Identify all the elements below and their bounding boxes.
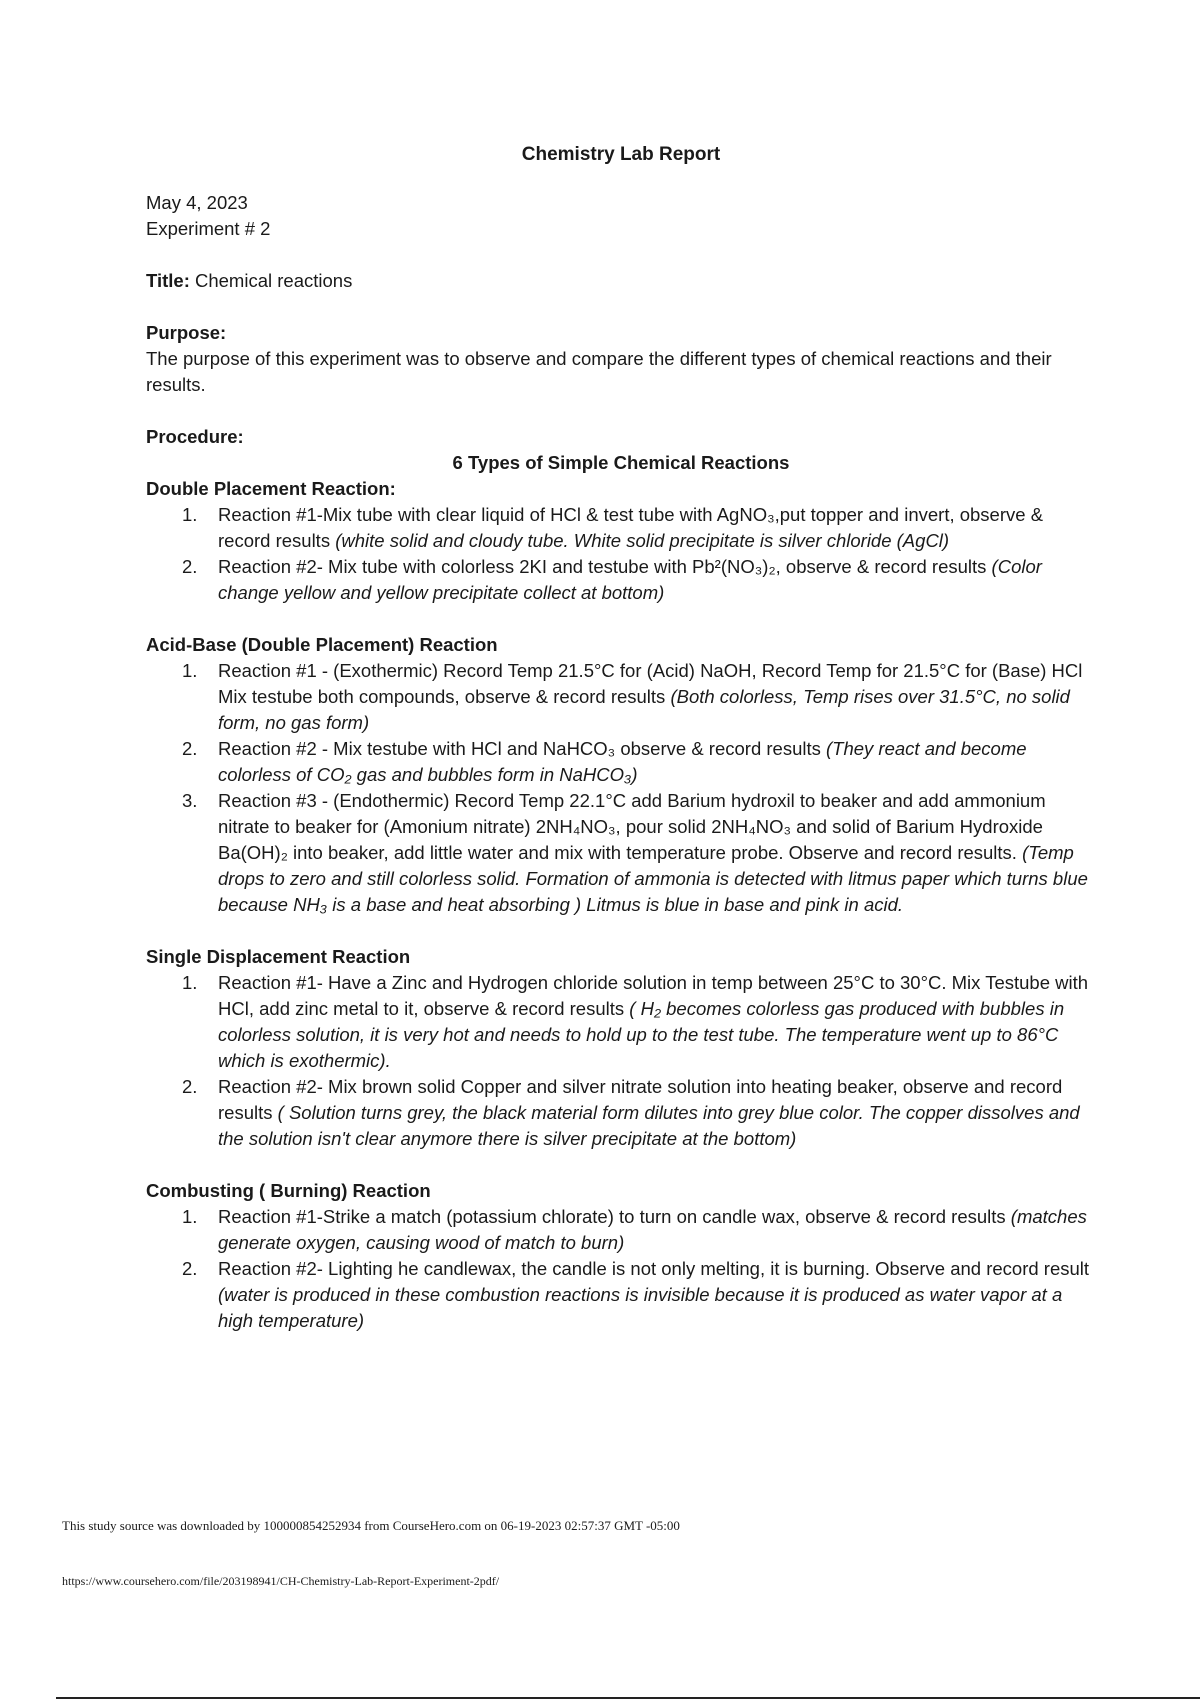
item-text: Reaction #2- Mix tube with colorless 2KI and testube with Pb²(NO₃)₂, observe & record results <box>218 556 992 577</box>
list-item <box>146 658 1096 736</box>
item-observation: (Color change yellow and yellow precipitate collect at bottom) <box>218 556 1042 603</box>
list-item <box>146 1204 1096 1256</box>
item-text: Reaction #1- Have a Zinc and Hydrogen chloride solution in temp between 25°C to 30°C. Mix Testube with HCl, add zinc metal to it, observe & record results <box>218 972 1089 1019</box>
section-heading: Single Displacement Reaction <box>146 946 411 967</box>
document-page <box>146 142 1096 1334</box>
item-text: Reaction #1 - (Exothermic) Record Temp 21.5°C for (Acid) NaOH, Record Temp for 21.5°C for (Base) HCl Mix testube both compounds, observe & record results <box>218 660 1083 707</box>
download-source-line: This study source was downloaded by 100000854252934 from CourseHero.com on 06-19-2023 02:57:37 GMT -05:00 <box>62 1518 680 1533</box>
report-title-line <box>146 268 1096 294</box>
title-label: Title: <box>146 270 190 291</box>
item-observation: (Temp drops to zero and still colorless solid. Formation of ammonia is detected with litmus paper which turns blue because NH₃ is a base and heat absorbing ) Litmus is blue in base and pink in acid. <box>218 842 1088 915</box>
item-text: Reaction #1-Strike a match (potassium chlorate) to turn on candle wax, observe & record results <box>218 1206 1011 1227</box>
list-item <box>146 1074 1096 1152</box>
item-observation: (They react and become colorless of CO₂ gas and bubbles form in NaHCO₃) <box>218 738 1027 785</box>
title-value: Chemical reactions <box>189 270 353 291</box>
section-acid-base <box>146 632 1096 918</box>
page-bottom-rule <box>56 1697 1200 1699</box>
list-item <box>146 1256 1096 1334</box>
reaction-list <box>146 970 1096 1152</box>
item-number: 2. <box>182 738 198 759</box>
item-number: 1. <box>182 660 198 681</box>
item-text: Reaction #2 - Mix testube with HCl and NaHCO₃ observe & record results <box>218 738 826 759</box>
section-heading: Combusting ( Burning) Reaction <box>146 1180 431 1201</box>
reaction-list <box>146 1204 1096 1334</box>
item-observation: (white solid and cloudy tube. White solid precipitate is silver chloride (AgCl) <box>335 530 950 551</box>
report-date: May 4, 2023 <box>146 192 248 213</box>
item-number: 2. <box>182 1258 198 1279</box>
experiment-number: Experiment # 2 <box>146 218 271 239</box>
list-item <box>146 736 1096 788</box>
reaction-list <box>146 502 1096 606</box>
item-text: Reaction #2- Mix brown solid Copper and silver nitrate solution into heating beaker, observe and record results <box>218 1076 1063 1123</box>
reaction-list <box>146 658 1096 918</box>
purpose-text: The purpose of this experiment was to observe and compare the different types of chemical reactions and their results. <box>146 348 1052 395</box>
section-single-displacement <box>146 944 1096 1152</box>
list-item <box>146 502 1096 554</box>
document-title: Chemistry Lab Report <box>521 144 721 165</box>
list-item <box>146 788 1096 918</box>
item-number: 1. <box>182 1206 198 1227</box>
item-number: 1. <box>182 504 198 525</box>
item-observation: (matches generate oxygen, causing wood of match to burn) <box>218 1206 1087 1253</box>
item-observation: ( Solution turns grey, the black material form dilutes into grey blue color. The copper dissolves and the solution isn't clear anymore there is silver precipitate at the bottom) <box>218 1102 1080 1149</box>
item-number: 2. <box>182 1076 198 1097</box>
list-item <box>146 970 1096 1074</box>
item-observation: (Both colorless, Temp rises over 31.5°C, no solid form, no gas form) <box>218 686 1070 733</box>
source-url[interactable]: https://www.coursehero.com/file/203198941/CH-Chemistry-Lab-Report-Experiment-2pdf/ <box>62 1574 500 1588</box>
section-heading: Double Placement Reaction: <box>146 478 396 499</box>
item-text: Reaction #3 - (Endothermic) Record Temp 22.1°C add Barium hydroxil to beaker and add ammonium nitrate to beaker for (Amonium nitrate) 2NH₄NO₃, pour solid 2NH₄NO₃ and solid of Barium Hydroxide Ba(OH)₂ into beaker, add little water and mix with temperature probe. Observe and record results. <box>218 790 1046 863</box>
item-number: 2. <box>182 556 198 577</box>
list-item <box>146 554 1096 606</box>
item-observation: (water is produced in these combustion reactions is invisible because it is produced as water vapor at a high temperature) <box>218 1284 1063 1331</box>
section-double-placement <box>146 476 1096 606</box>
item-text: Reaction #1-Mix tube with clear liquid of HCl & test tube with AgNO₃,put topper and invert, observe & record results <box>218 504 1044 551</box>
item-observation: ( H₂ becomes colorless gas produced with bubbles in colorless solution, it is very hot and needs to hold up to the test tube. The temperature went up to 86°C which is exothermic). <box>218 998 1065 1071</box>
section-heading: Acid-Base (Double Placement) Reaction <box>146 634 498 655</box>
procedure-heading: 6 Types of Simple Chemical Reactions <box>452 452 790 473</box>
item-number: 3. <box>182 790 198 811</box>
section-combustion <box>146 1178 1096 1334</box>
purpose-label: Purpose: <box>146 322 227 343</box>
procedure-label: Procedure: <box>146 426 244 447</box>
item-number: 1. <box>182 972 198 993</box>
item-text: Reaction #2- Lighting he candlewax, the candle is not only melting, it is burning. Observe and record result <box>218 1258 1090 1279</box>
